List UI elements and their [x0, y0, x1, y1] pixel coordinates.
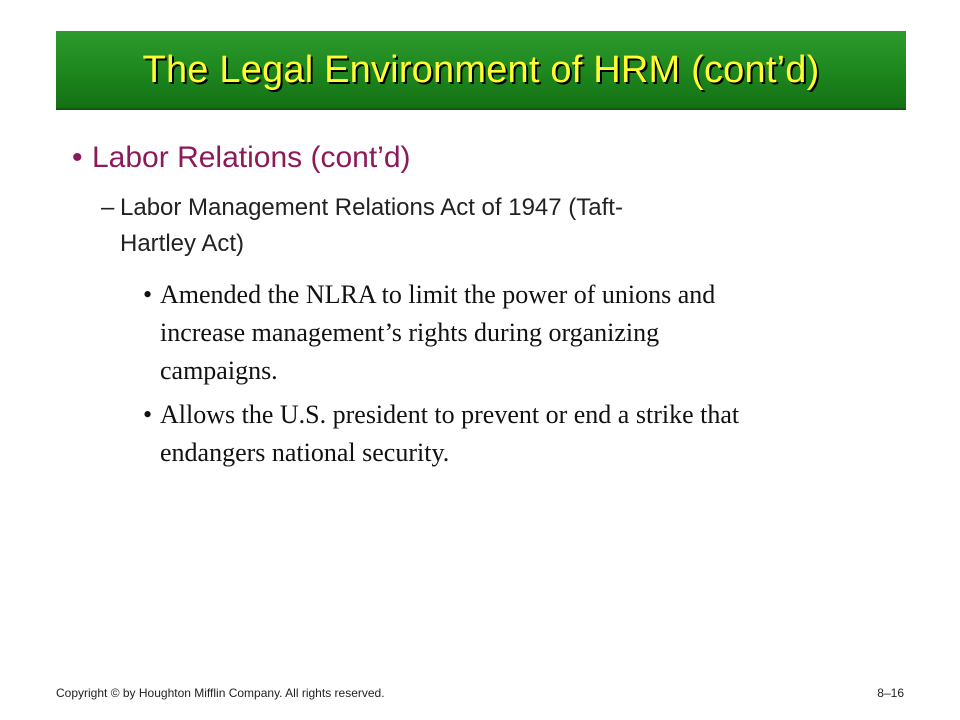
point-marker: •	[143, 280, 153, 309]
slide-title: The Legal Environment of HRM (cont’d)	[142, 49, 820, 91]
bullet-text: Labor Relations (cont’d)	[92, 141, 411, 174]
point-line-1: Allows the U.S. president to prevent or end a strike that	[160, 400, 740, 429]
point-line-2: increase management’s rights during organizing	[160, 318, 660, 347]
point-amended-nlra	[143, 276, 715, 390]
sub-bullet-taft-hartley	[101, 190, 623, 262]
bullet-labor-relations	[72, 138, 411, 178]
footer-copyright: Copyright © by Houghton Mifflin Company. All rights reserved.	[56, 686, 385, 700]
sub-bullet-line-1: Labor Management Relations Act of 1947 (Taft-	[120, 194, 623, 221]
bullet-marker: •	[72, 141, 83, 174]
sub-bullet-line-2: Hartley Act)	[120, 230, 245, 257]
point-line-3: campaigns.	[160, 356, 278, 385]
slide-title-bar	[56, 31, 906, 110]
point-president-strike	[143, 396, 739, 472]
footer-page-number: 8–16	[877, 686, 904, 700]
point-line-1: Amended the NLRA to limit the power of unions and	[160, 280, 716, 309]
dash-marker: –	[101, 194, 115, 221]
point-marker: •	[143, 400, 153, 429]
point-line-2: endangers national security.	[160, 438, 450, 467]
